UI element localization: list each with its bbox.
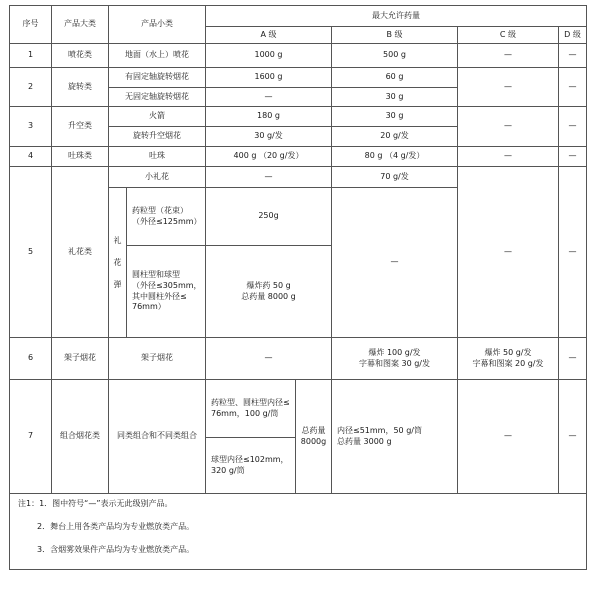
r5-shell-b: — [332, 188, 458, 338]
r3-a-1: 180 g [206, 107, 332, 127]
r1-c: — [458, 44, 559, 68]
table-row [10, 44, 587, 68]
r5-seq: 5 [10, 167, 52, 338]
r2-c: — [458, 68, 559, 107]
r6-d: — [559, 338, 587, 380]
r2-a-1: 1600 g [206, 68, 332, 88]
header-grade-d: D 级 [559, 27, 587, 44]
r7-seq: 7 [10, 380, 52, 494]
r5-pellet-line1: 药粒型（花束） [132, 205, 188, 215]
r6-c1: 爆炸 50 g/发 [484, 347, 532, 357]
r2-minor-1: 有固定轴旋转烟花 [109, 68, 206, 88]
r4-seq: 4 [10, 147, 52, 167]
r4-minor: 吐珠 [109, 147, 206, 167]
header-grade-c: C 级 [458, 27, 559, 44]
r3-minor-1: 火箭 [109, 107, 206, 127]
r1-seq: 1 [10, 44, 52, 68]
r6-minor: 架子烟花 [109, 338, 206, 380]
r5-cyl-line3: 其中圆柱外径≤ [132, 291, 187, 301]
note-1: 注1：1．图中符号“—”表示无此级别产品。 [18, 499, 173, 508]
r5-cyl-line2: （外径≤305mm， [132, 280, 202, 290]
r5-cyl-line4: 76mm） [132, 302, 166, 312]
r5-major: 礼花类 [52, 167, 109, 338]
r2-d: — [559, 68, 587, 107]
r5-small-a: — [206, 167, 332, 188]
r3-a-2: 30 g/发 [206, 127, 332, 147]
header-max-qty: 最大允许药量 [206, 6, 587, 27]
r6-seq: 6 [10, 338, 52, 380]
r4-major: 吐珠类 [52, 147, 109, 167]
r6-b1: 爆炸 100 g/发 [368, 347, 421, 357]
r1-minor: 地面（水上）喷花 [109, 44, 206, 68]
notes-cell [10, 494, 587, 570]
r7-a-bot: 球型内径≤102mm，320 g/筒 [206, 438, 296, 494]
r5-shell-label: 礼花弹 [113, 235, 122, 289]
r5-pellet-line2: （外径≤125mm） [132, 216, 202, 226]
header-grade-a: A 级 [206, 27, 332, 44]
r7-major: 组合烟花类 [52, 380, 109, 494]
r7-total-label: 总药量 [301, 425, 326, 435]
r5-shell-group [109, 188, 127, 338]
r3-minor-2: 旋转升空烟花 [109, 127, 206, 147]
r2-major: 旋转类 [52, 68, 109, 107]
r7-total-value: 8000g [300, 436, 327, 446]
r7-b2: 总药量 3000 g [337, 436, 392, 446]
r3-b-1: 30 g [332, 107, 458, 127]
r5-d: — [559, 167, 587, 338]
table-row [10, 167, 587, 188]
table-row [10, 338, 587, 380]
r3-major: 升空类 [52, 107, 109, 147]
header-grade-b: B 级 [332, 27, 458, 44]
r7-c: — [458, 380, 559, 494]
r5-cyl-a1: 爆炸药 50 g [246, 280, 291, 290]
r6-b2: 字幕和图案 30 g/发 [358, 358, 431, 368]
r5-cyl-minor [127, 246, 206, 338]
r7-d: — [559, 380, 587, 494]
r7-total [296, 380, 332, 494]
notes-row [10, 494, 587, 570]
r6-c [458, 338, 559, 380]
header-major: 产品大类 [52, 6, 109, 44]
r5-cyl-a2: 总药量 8000 g [241, 291, 296, 301]
r5-pellet-a: 250g [206, 188, 332, 246]
r5-c: — [458, 167, 559, 338]
r7-a-top: 药粒型、圆柱型内径≤76mm，100 g/筒 [206, 380, 296, 438]
table-row [10, 68, 587, 88]
r1-major: 喷花类 [52, 44, 109, 68]
r4-a: 400 g （20 g/发） [206, 147, 332, 167]
r3-d: — [559, 107, 587, 147]
r6-major: 架子烟花 [52, 338, 109, 380]
r7-b [332, 380, 458, 494]
r5-small-b: 70 g/发 [332, 167, 458, 188]
r3-seq: 3 [10, 107, 52, 147]
r3-b-2: 20 g/发 [332, 127, 458, 147]
note-2: 2．舞台上用各类产品均为专业燃放类产品。 [37, 522, 195, 531]
r4-c: — [458, 147, 559, 167]
r4-d: — [559, 147, 587, 167]
note-3: 3．含烟雾效果件产品均为专业燃放类产品。 [37, 545, 195, 554]
r5-cyl-line1: 圆柱型和球型 [132, 269, 180, 279]
r2-a-2: — [206, 88, 332, 107]
r6-b [332, 338, 458, 380]
r1-b: 500 g [332, 44, 458, 68]
r2-b-2: 30 g [332, 88, 458, 107]
header-seq: 序号 [10, 6, 52, 44]
table-row [10, 147, 587, 167]
r5-pellet-minor [127, 188, 206, 246]
r6-c2: 字幕和图案 20 g/发 [472, 358, 544, 368]
r1-a: 1000 g [206, 44, 332, 68]
max-quantity-table [9, 5, 587, 570]
r5-cyl-a [206, 246, 332, 338]
table-row [10, 380, 587, 438]
header-minor: 产品小类 [109, 6, 206, 44]
r1-d: — [559, 44, 587, 68]
r2-minor-2: 无固定轴旋转烟花 [109, 88, 206, 107]
r4-b: 80 g （4 g/发） [332, 147, 458, 167]
r7-minor: 同类组合和不同类组合 [109, 380, 206, 494]
r2-b-1: 60 g [332, 68, 458, 88]
r5-small-minor: 小礼花 [109, 167, 206, 188]
r7-b1: 内径≤51mm，50 g/筒 [337, 425, 422, 435]
table-row [10, 107, 587, 127]
r2-seq: 2 [10, 68, 52, 107]
r6-a: — [206, 338, 332, 380]
r3-c: — [458, 107, 559, 147]
